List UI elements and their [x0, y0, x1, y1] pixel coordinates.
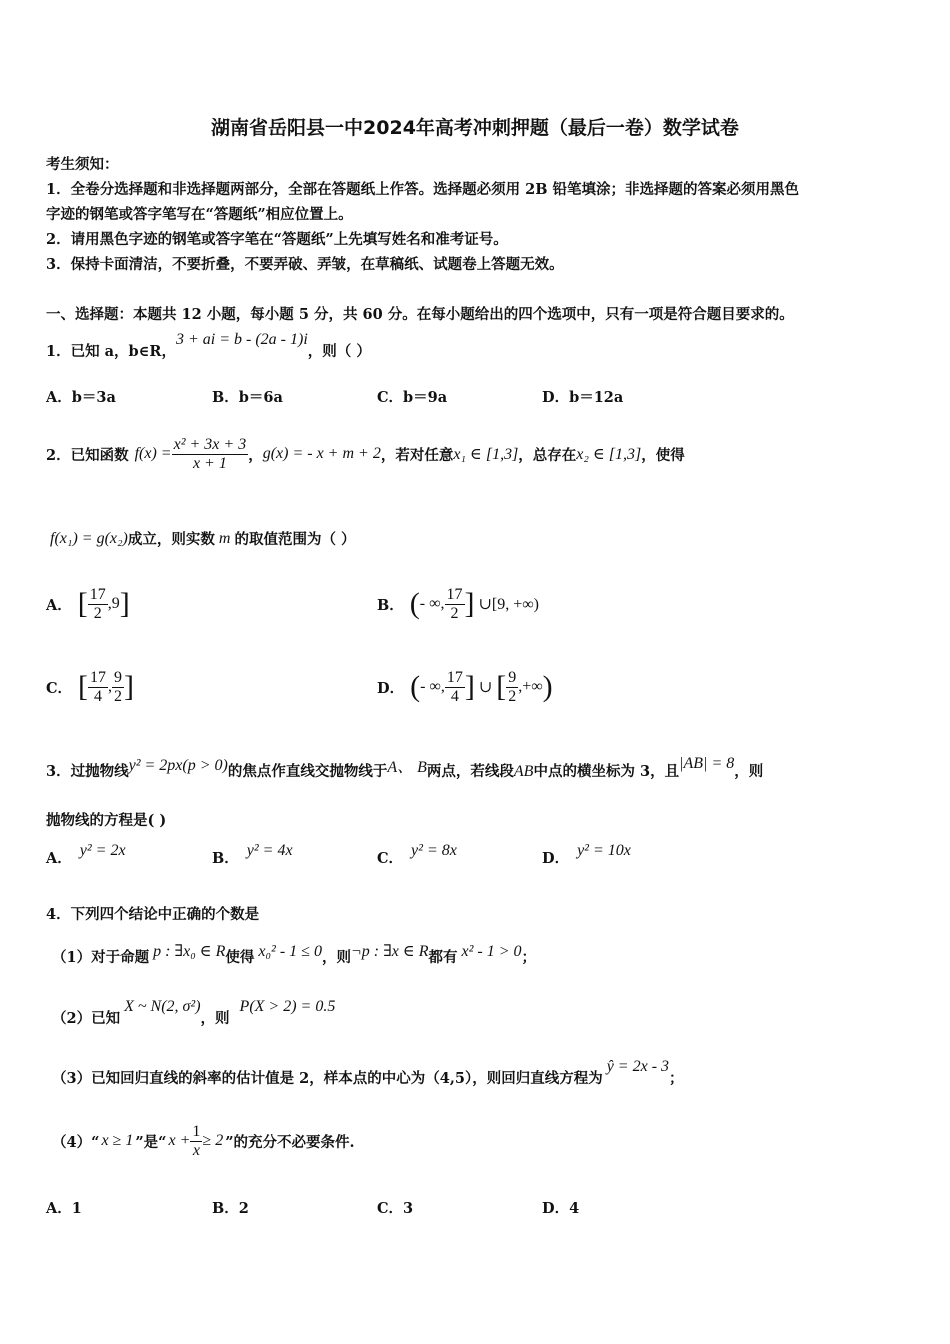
q3-option-b — [212, 842, 293, 868]
q4-s3-a: （3）已知回归直线的斜率的估计值是 2，样本点的中心为（4,5），则回归直线方程为 — [52, 1070, 603, 1087]
q2-end: 的取值范围为（ ） — [234, 531, 356, 548]
q2-f-fraction — [172, 436, 249, 473]
q2-c-num-1: 17 — [90, 668, 107, 686]
q4-statement-4 — [52, 1117, 355, 1165]
q2-d-num-2: 9 — [508, 668, 517, 686]
q2-c-bracket-left: [ — [78, 670, 89, 703]
q2-d-bracket-right: ] — [464, 670, 475, 703]
q2-c-den-1: 4 — [94, 687, 103, 705]
q3-mid2: 两点，若线段 — [426, 763, 514, 780]
q3-mid1: 的焦点作直线交抛物线于 — [227, 763, 388, 780]
q4-s1-m4: x² - 1 > 0 — [461, 943, 522, 960]
question-2 — [46, 428, 685, 480]
q2-eq: f(x₁) = g(x₂) — [50, 529, 128, 547]
q4-statement-3 — [52, 1058, 684, 1088]
q2-option-a-label: A． — [46, 596, 72, 614]
q4-s4-m2b: ≥ 2 — [202, 1132, 224, 1149]
q2-b-tail: ∪[9, +∞) — [478, 596, 539, 613]
q2-option-c — [46, 663, 134, 711]
q4-s1-m3: ¬p : ∃x ∈ R — [350, 943, 429, 960]
q1-option-c: C．b＝9a — [377, 389, 448, 406]
q4-s2-m2: P(X > 2) = 0.5 — [239, 998, 336, 1015]
q4-s4-b: ”是“ — [135, 1133, 167, 1151]
q3-option-d — [542, 842, 631, 868]
q1-option-a: A．b＝3a — [46, 389, 116, 406]
q3-option-d-math: y² = 10x — [577, 842, 631, 859]
q3-segment: AB — [513, 763, 534, 780]
q1-option-b: B．b＝6a — [212, 389, 283, 406]
q4-s1-a: （1）对于命题 — [52, 949, 150, 966]
q2-d-paren-left: ( — [410, 670, 421, 703]
notice-item-3: 3．保持卡面清洁，不要折叠，不要弄破、弄皱，在草稿纸、试题卷上答题无效。 — [46, 256, 564, 273]
q2-option-d — [377, 663, 553, 711]
page-title: 湖南省岳阳县一中2024年高考冲刺押题（最后一卷）数学试卷 — [211, 117, 739, 139]
q4-s4-a: （4）“ — [52, 1133, 100, 1151]
q3-option-c-label: C． — [377, 850, 404, 867]
q4-s1-m1: p : ∃x₀ ∈ R — [153, 943, 226, 960]
q1-suffix: ，则（ ） — [307, 343, 371, 360]
q2-d-fraction-2 — [506, 669, 518, 706]
q2-a-bracket-left: [ — [77, 587, 88, 620]
q2-b-bracket-right: ] — [464, 587, 475, 620]
q3-prefix: 3．过抛物线 — [46, 763, 129, 780]
q2-a-num: 17 — [89, 585, 106, 603]
q1-formula: 3 + ai = b - (2a - 1)i — [175, 331, 308, 348]
notice-heading: 考生须知： — [46, 156, 119, 173]
q4-statement-1 — [52, 943, 537, 967]
q2-suffix: ，使得 — [641, 446, 685, 464]
q3-option-a-label: A． — [46, 850, 72, 867]
q3-option-a — [46, 842, 126, 868]
q4-s4-m2a: x + — [168, 1132, 191, 1149]
q2-mid1: ，若对任意 — [380, 446, 454, 464]
q2-a-bracket-right: ] — [119, 587, 130, 620]
q4-option-c: C．3 — [377, 1200, 414, 1217]
notice-item-2: 2．请用黑色字迹的钢笔或答字笔在“答题纸”上先填写姓名和准考证号。 — [46, 231, 508, 248]
q2-d-head: - ∞, — [420, 678, 445, 695]
q4-s3-b: ； — [669, 1070, 684, 1087]
q4-s1-b: 使得 — [225, 949, 255, 966]
q2-b-num: 17 — [446, 585, 463, 603]
question-3 — [46, 755, 764, 781]
q2-prefix: 2．已知函数 — [46, 446, 129, 464]
q4-option-a: A．1 — [46, 1200, 82, 1217]
q2-c-fraction-1 — [88, 669, 108, 706]
q2-d-tail: ,+∞ — [518, 678, 543, 695]
q2-a-fraction — [88, 586, 108, 623]
q3-mid3: 中点的横坐标为 3，且 — [533, 763, 680, 780]
q2-f-numerator: x² + 3x + 3 — [173, 435, 247, 453]
q2-b-fraction — [445, 586, 465, 623]
q2-mid2: ，总存在 — [518, 446, 577, 464]
notice-item-1: 1．全卷分选择题和非选择题两部分，全部在答题纸上作答。选择题必须用 2B 铅笔填涂；非选择题的答案必须用黑色 — [46, 181, 800, 198]
notice-item-1-cont: 字迹的钢笔或答字笔写在“答题纸”相应位置上。 — [46, 206, 353, 223]
q4-s1-d: 都有 — [428, 949, 458, 966]
q4-s4-den: x — [192, 1141, 200, 1159]
q2-c-bracket-right: ] — [124, 670, 135, 703]
q2-b-den: 2 — [450, 604, 459, 622]
q2-option-c-label: C． — [46, 679, 73, 697]
q1-option-d: D．b＝12a — [542, 389, 624, 406]
q1-prefix: 1．已知 a，b∈R， — [46, 343, 176, 360]
q4-s2-b: ，则 — [200, 1010, 230, 1027]
q3-option-c — [377, 842, 457, 868]
q2-d-union: ∪ — [478, 679, 493, 696]
q4-option-d: D．4 — [542, 1200, 580, 1217]
question-4: 4．下列四个结论中正确的个数是 — [46, 906, 260, 923]
q2-b-paren-left: ( — [409, 587, 420, 620]
q3-line-2: 抛物线的方程是( ) — [46, 812, 167, 829]
q2-var-m: m — [218, 529, 231, 547]
q3-suffix: ，则 — [734, 763, 764, 780]
q2-d-den-2: 2 — [508, 687, 517, 705]
q3-option-c-math: y² = 8x — [411, 842, 457, 859]
q2-option-b — [377, 580, 539, 628]
question-1 — [46, 331, 371, 361]
q2-d-paren-right: ) — [542, 670, 553, 703]
q2-c-num-2: 9 — [114, 668, 123, 686]
q4-s2-a: （2）已知 — [52, 1010, 121, 1027]
q4-s1-m2: x₀² - 1 ≤ 0 — [258, 943, 322, 960]
q2-c-fraction-2 — [112, 669, 124, 706]
q2-c-den-2: 2 — [114, 687, 123, 705]
q2-option-a — [46, 580, 130, 628]
q4-s4-num: 1 — [192, 1122, 201, 1140]
q3-option-b-math: y² = 4x — [246, 842, 293, 859]
q4-option-b: B．2 — [212, 1200, 249, 1217]
q2-f-denominator: x + 1 — [192, 454, 227, 472]
q2-d-fraction-1 — [445, 669, 465, 706]
q2-line-2 — [50, 528, 356, 549]
q4-s4-fraction — [190, 1123, 202, 1160]
q4-s3-math: ŷ = 2x - 3 — [606, 1058, 670, 1075]
section-heading: 一、选择题：本题共 12 小题，每小题 5 分，共 60 分。在每小题给出的四个选项中，只有一项是符合题目要求的。 — [46, 306, 794, 323]
q2-option-b-label: B． — [377, 596, 404, 614]
q3-option-b-label: B． — [212, 850, 239, 867]
q2-d-num-1: 17 — [446, 668, 463, 686]
q4-s1-c: ，则 — [321, 949, 351, 966]
q2-d-bracket-left-2: [ — [496, 670, 507, 703]
q2-x1-set: x₁ ∈ [1,3] — [453, 446, 519, 463]
q3-parabola: y² = 2px(p > 0) — [128, 757, 228, 774]
q2-a-den: 2 — [93, 604, 102, 622]
q4-statement-2 — [52, 998, 336, 1028]
q2-a-tail: ,9 — [107, 595, 120, 612]
q2-f-lhs: f(x) = — [134, 445, 172, 462]
q4-s2-m1: X ~ N(2, σ²) — [124, 998, 201, 1015]
q2-option-d-label: D． — [377, 679, 405, 697]
q2-d-den-1: 4 — [450, 687, 459, 705]
q4-s4-m1: x ≥ 1 — [101, 1132, 134, 1149]
q2-b-head: - ∞, — [419, 595, 445, 612]
q3-points: A、 B — [387, 759, 427, 776]
q3-length: |AB| = 8 — [679, 755, 735, 772]
q2-c-comma: , — [108, 678, 113, 695]
q4-s4-c: ”的充分不必要条件. — [225, 1133, 355, 1151]
q2-g-def: g(x) = - x + m + 2 — [262, 445, 381, 462]
q2-comma: ， — [248, 446, 263, 464]
q4-s1-e: ； — [521, 949, 537, 966]
q2-text: 成立，则实数 — [127, 531, 215, 548]
q3-option-a-math: y² = 2x — [79, 842, 126, 859]
q2-x2-set: x₂ ∈ [1,3] — [576, 446, 642, 463]
q3-option-d-label: D． — [542, 850, 570, 867]
